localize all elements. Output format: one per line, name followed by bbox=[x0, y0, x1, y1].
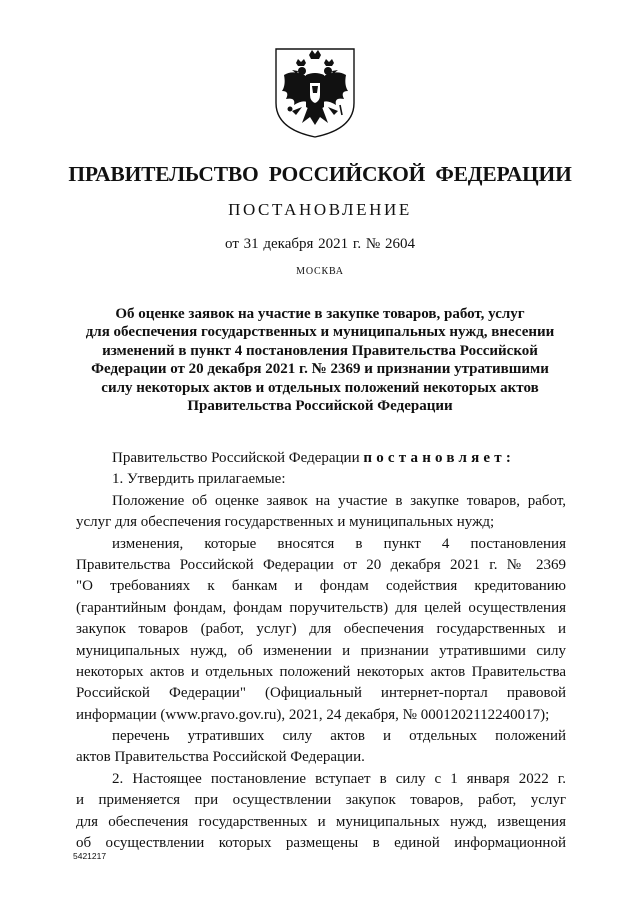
body-line: 1. Утвердить прилагаемые: bbox=[112, 471, 286, 488]
body-line: Положение об оценке заявок на участие в закупке товаров, работ, bbox=[112, 492, 566, 509]
heading-line: Федерации от 20 декабря 2021 г. № 2369 и признании утратившими bbox=[91, 361, 549, 378]
body-line: Российской Федерации" (Официальный интернет-портал правовой bbox=[76, 685, 566, 702]
body-line: закупок товаров (работ, услуг) для обеспечения государственных и bbox=[76, 621, 566, 638]
document-code: 5421217 bbox=[73, 851, 107, 861]
body-line: услуг для обеспечения государственных и муниципальных нужд; bbox=[76, 514, 495, 531]
body-line: и применяется при осуществлении закупок товаров, работ, услуг bbox=[76, 792, 566, 809]
body-line: Правительства Российской Федерации от 20 декабря 2021 г. № 2369 bbox=[76, 556, 566, 573]
intro-line bbox=[76, 448, 566, 469]
government-title: ПРАВИТЕЛЬСТВО РОССИЙСКОЙ ФЕДЕРАЦИИ bbox=[68, 162, 572, 186]
intro-text: Правительство Российской Федерации bbox=[112, 450, 364, 466]
heading-line: для обеспечения государственных и муниципальных нужд, внесении bbox=[85, 324, 555, 341]
body-line: 2. Настоящее постановление вступает в силу с 1 января 2022 г. bbox=[112, 770, 566, 787]
body-line: актов Правительства Российской Федерации. bbox=[76, 749, 365, 766]
intro-decree-word: постановляет: bbox=[363, 450, 516, 466]
resolution-heading bbox=[60, 305, 580, 415]
body-line: для обеспечения государственных и муниципальных нужд, извещения bbox=[76, 813, 566, 830]
heading-line: Правительства Российской Федерации bbox=[187, 398, 453, 415]
heading-line: силу некоторых актов и отдельных положений некоторых актов bbox=[101, 379, 539, 396]
coat-of-arms-icon bbox=[272, 45, 358, 140]
body-line: об осуществлении которых размещены в единой информационной bbox=[76, 835, 566, 852]
body-line: перечень утративших силу актов и отдельных положений bbox=[112, 728, 566, 745]
heading-line: Об оценке заявок на участие в закупке товаров, работ, услуг bbox=[115, 306, 525, 322]
document-type: ПОСТАНОВЛЕНИЕ bbox=[228, 200, 412, 219]
resolution-body bbox=[76, 448, 566, 854]
city: МОСКВА bbox=[296, 266, 344, 277]
heading-line: изменений в пункт 4 постановления Правительства Российской bbox=[102, 342, 538, 359]
body-line: информации (www.pravo.gov.ru), 2021, 24 декабря, № 0001202112240017); bbox=[76, 706, 550, 723]
body-line: "О требованиях к банкам и фондам содействия кредитованию bbox=[76, 578, 566, 595]
body-line: (гарантийным фондам, фондам поручительств) для целей осуществления bbox=[76, 599, 566, 616]
date-and-number: от 31 декабря 2021 г. № 2604 bbox=[225, 236, 415, 252]
body-line: некоторых актов и отдельных положений некоторых актов Правительства bbox=[76, 663, 566, 680]
body-line: изменения, которые вносятся в пункт 4 постановления bbox=[112, 535, 566, 552]
body-line: муниципальных нужд, об изменении и признании утратившими силу bbox=[76, 642, 566, 659]
